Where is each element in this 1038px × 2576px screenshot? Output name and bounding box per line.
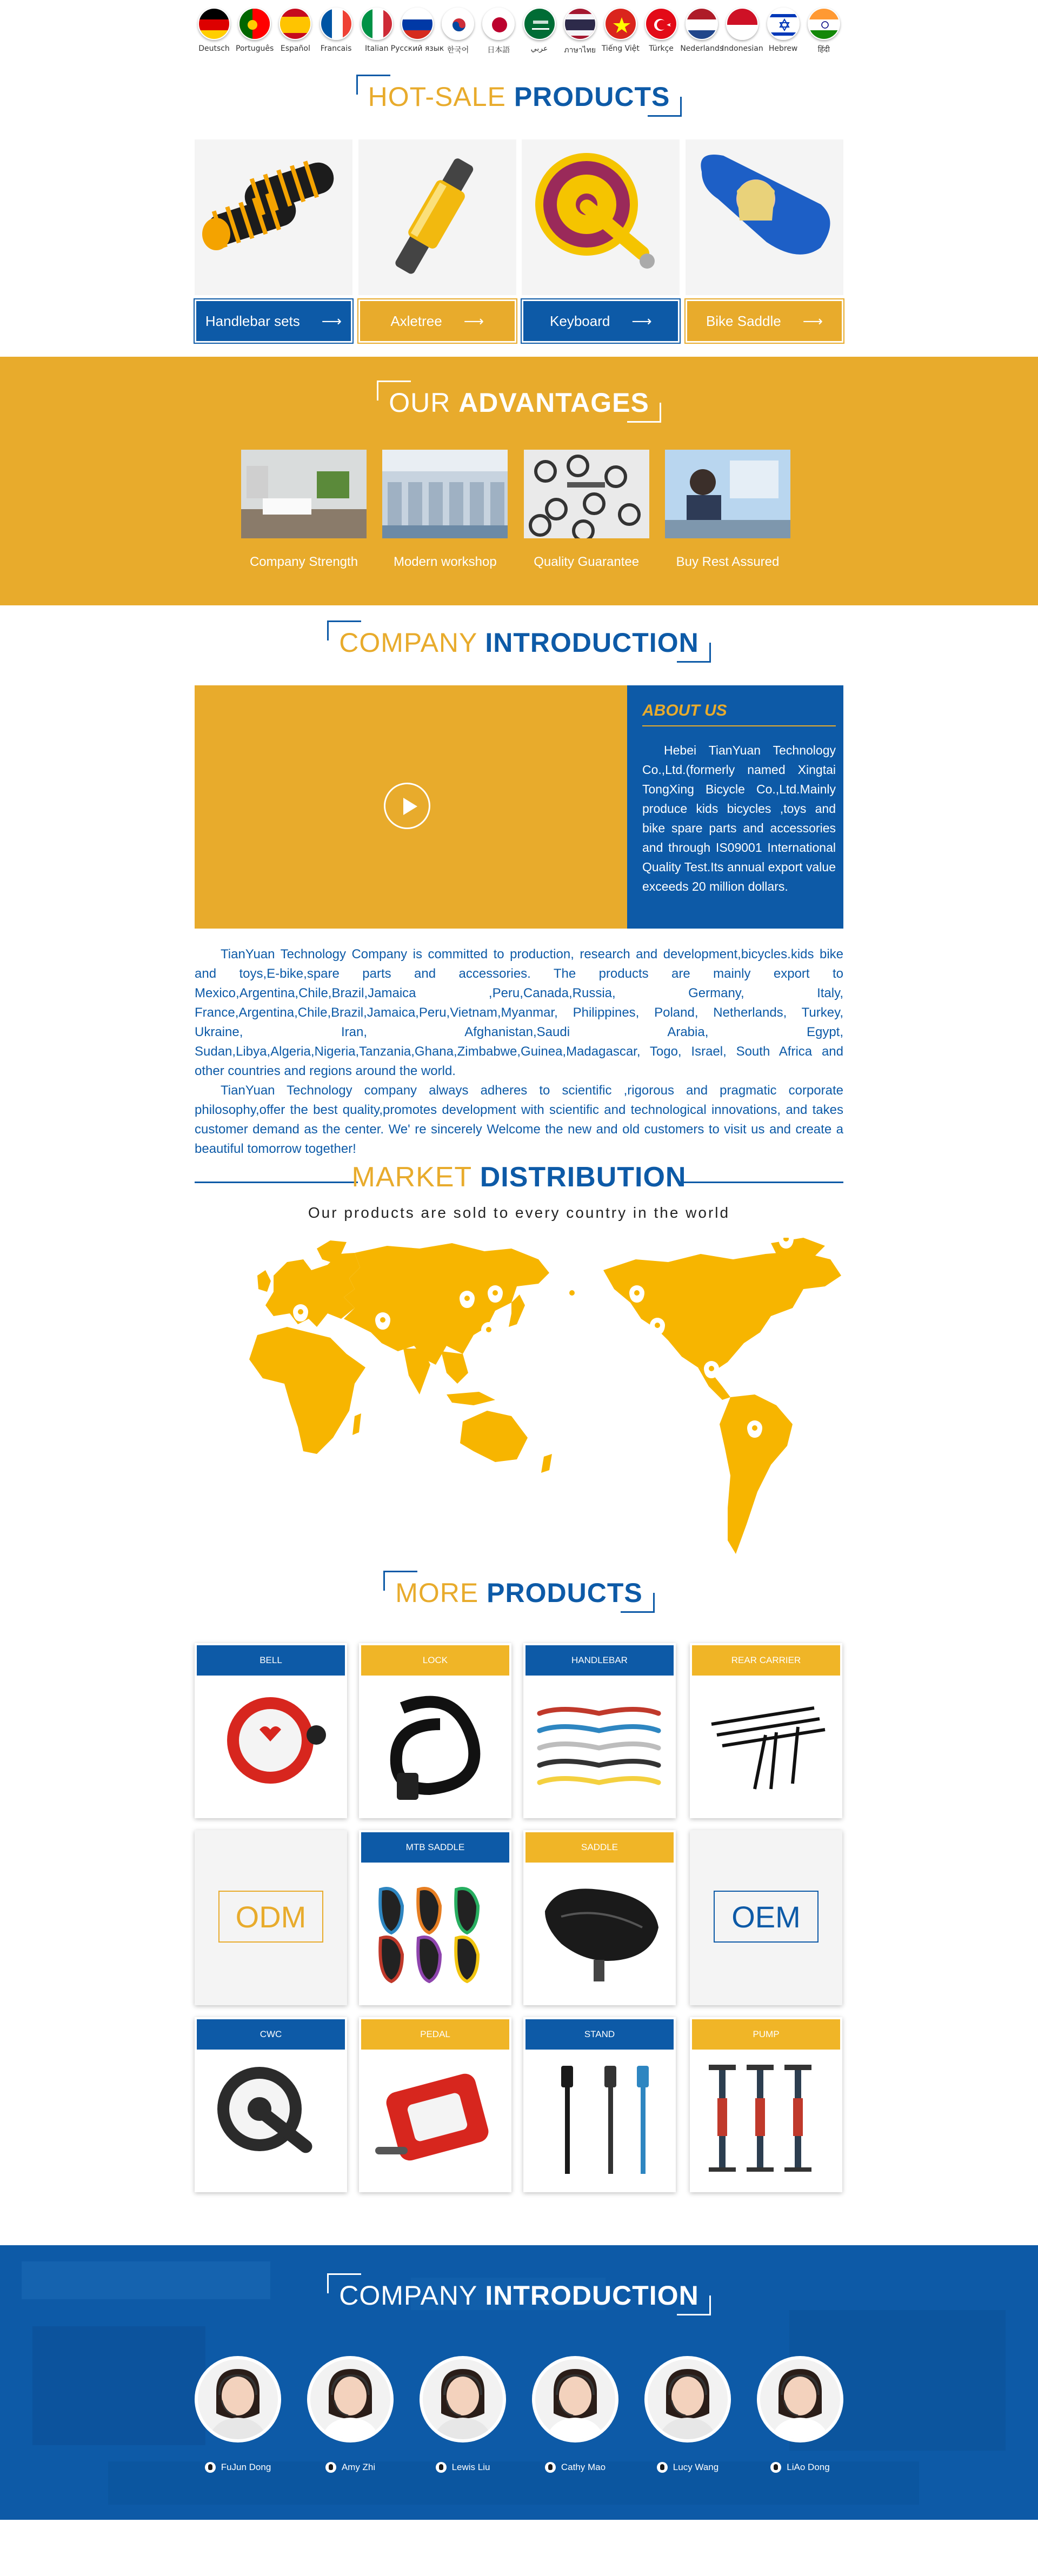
member-contact[interactable] (307, 2462, 394, 2473)
advantage-item (524, 450, 649, 570)
map-pin-icon (293, 1304, 308, 1322)
product-image[interactable] (690, 2050, 842, 2191)
language-option[interactable] (276, 8, 315, 62)
language-label[interactable]: Deutsch (198, 44, 230, 53)
flag-sa-icon[interactable] (523, 8, 556, 40)
product-image[interactable] (523, 1863, 676, 2004)
product-category-tab[interactable]: SADDLE (525, 1832, 674, 1863)
language-option[interactable] (520, 8, 559, 62)
map-pin-icon (375, 1312, 390, 1330)
product-category-tab[interactable]: BELL (197, 1645, 345, 1676)
support-agent-icon (535, 2359, 615, 2439)
heading-thin: HOT-SALE (368, 82, 506, 112)
product-link-button[interactable] (686, 299, 843, 343)
bike-bell-icon (195, 1676, 347, 1817)
language-label[interactable]: Italian (365, 44, 389, 53)
hot-sale-heading (0, 81, 1038, 112)
team-member[interactable] (307, 2356, 394, 2473)
language-label[interactable]: Português (236, 44, 274, 53)
world-map (192, 1238, 847, 1562)
floor-pump-icon (690, 2050, 842, 2191)
language-label[interactable]: Francais (320, 44, 352, 53)
flag-nl-icon[interactable] (686, 8, 718, 40)
heading-bold: ADVANTAGES (458, 388, 649, 418)
language-label[interactable]: Hebrew (768, 44, 798, 53)
product-image[interactable] (522, 139, 680, 295)
more-product-card[interactable] (690, 1643, 842, 1818)
product-category-tab[interactable]: STAND (525, 2019, 674, 2050)
service-photo-icon (665, 450, 790, 538)
heading-thin: COMPANY (339, 628, 477, 658)
member-name: LiAo Dong (787, 2462, 830, 2472)
product-category-tab[interactable]: REAR CARRIER (692, 1645, 840, 1676)
language-option[interactable] (642, 8, 681, 62)
language-option[interactable] (235, 8, 274, 62)
team-members (195, 2356, 843, 2473)
heading-thin: COMPANY (339, 2280, 477, 2311)
more-product-card[interactable] (195, 1643, 347, 1818)
team-member[interactable] (757, 2356, 843, 2473)
language-label[interactable]: Español (280, 44, 310, 53)
product-label: Axletree (390, 312, 442, 329)
service-badge[interactable]: OEM (714, 1891, 819, 1943)
language-label[interactable]: 한국어 (447, 46, 469, 55)
pedal-icon (359, 2050, 511, 2191)
heading-bold: PRODUCTS (487, 1578, 643, 1608)
advantage-image (524, 450, 649, 538)
language-label[interactable]: Nederlands (680, 44, 724, 53)
flag-de-icon[interactable] (198, 8, 230, 40)
saddle-icon (523, 1863, 676, 2004)
hot-sale-card[interactable] (358, 139, 516, 343)
language-option[interactable] (479, 8, 518, 62)
member-name: FuJun Dong (221, 2462, 271, 2472)
team-member[interactable] (195, 2356, 281, 2473)
crankset-icon (195, 2050, 347, 2191)
language-option[interactable] (804, 8, 843, 62)
hot-sale-card[interactable] (195, 139, 352, 343)
language-option[interactable] (357, 8, 396, 62)
qq-chat-icon[interactable] (657, 2462, 668, 2473)
bike-saddle-icon (686, 139, 843, 295)
flag-pt-icon[interactable] (238, 8, 271, 40)
qq-chat-icon[interactable] (770, 2462, 781, 2473)
map-pin-icon (488, 1285, 503, 1303)
axletree-icon (358, 139, 516, 295)
team-member[interactable] (644, 2356, 731, 2473)
product-category-tab[interactable]: HANDLEBAR (525, 1645, 674, 1676)
flag-vn-icon[interactable] (604, 8, 637, 40)
product-image[interactable] (358, 139, 516, 295)
language-label[interactable]: 日本語 (487, 46, 510, 55)
hot-sale-card[interactable] (686, 139, 843, 343)
product-category-tab[interactable]: PEDAL (361, 2019, 509, 2050)
map-pin-icon (629, 1285, 644, 1303)
handlebar-grips-icon (195, 139, 352, 295)
arrow-right-icon: ⟶ (321, 312, 342, 329)
language-option[interactable] (195, 8, 234, 62)
member-contact[interactable] (195, 2462, 281, 2473)
product-label: Handlebar sets (205, 312, 300, 329)
heading-bold: PRODUCTS (514, 82, 670, 112)
language-option[interactable] (317, 8, 356, 62)
heading-bold: INTRODUCTION (485, 628, 699, 658)
language-option[interactable] (601, 8, 640, 62)
product-link-button[interactable] (522, 299, 680, 343)
flag-ru-icon[interactable] (401, 8, 434, 40)
product-image[interactable] (359, 2050, 511, 2191)
language-label[interactable]: ภาษาไทย (564, 46, 596, 55)
more-product-card[interactable] (523, 1830, 676, 2005)
language-label[interactable]: Indonesian (722, 44, 763, 53)
chainring-crank-icon (522, 139, 680, 295)
product-category-tab[interactable]: MTB SADDLE (361, 1832, 509, 1863)
avatar[interactable] (195, 2356, 281, 2442)
member-contact[interactable] (644, 2462, 731, 2473)
advantage-label: Buy Rest Assured (676, 555, 780, 569)
intro-paragraph-2: TianYuan Technology company always adheres to scientific ,rigorous and pragmatic corporate philosophy,offer the best quality,promotes development with scientific and technological innovations, and takes customer demand as the center. We' re sincerely Welcome the new and old customers to visit us and create a beautiful tomorrow together! (195, 1083, 843, 1156)
map-pin-icon (704, 1361, 719, 1378)
support-agent-icon (310, 2359, 390, 2439)
more-product-card[interactable] (195, 1830, 347, 2005)
avatar[interactable] (420, 2356, 506, 2442)
member-contact[interactable] (420, 2462, 506, 2473)
heading-thin: OUR (389, 388, 451, 418)
language-bar (195, 8, 843, 62)
hot-sale-grid (195, 139, 843, 343)
company-intro-heading (0, 627, 1038, 658)
product-link-button[interactable] (358, 299, 516, 343)
flag-kr-icon[interactable] (442, 8, 474, 40)
advantage-label: Modern workshop (393, 555, 497, 569)
qq-chat-icon[interactable] (325, 2462, 336, 2473)
qq-chat-icon[interactable] (436, 2462, 447, 2473)
language-option[interactable] (680, 8, 724, 62)
kickstand-icon (523, 2050, 676, 2191)
member-contact[interactable] (532, 2462, 618, 2473)
heading-bold: INTRODUCTION (485, 2280, 699, 2311)
flag-fr-icon[interactable] (320, 8, 352, 40)
more-product-card[interactable] (690, 2017, 842, 2192)
play-icon[interactable] (384, 783, 430, 829)
team-member[interactable] (420, 2356, 506, 2473)
advantages-section (0, 357, 1038, 605)
product-image[interactable] (359, 1863, 511, 2004)
avatar[interactable] (307, 2356, 394, 2442)
service-badge[interactable]: ODM (218, 1891, 323, 1943)
more-product-card[interactable] (195, 2017, 347, 2192)
product-image[interactable] (195, 139, 352, 295)
intro-paragraph-1: TianYuan Technology Company is committed to production, research and development,bicycles.kids bike and toys,E-bike,spare parts and accessories. The products are mainly export to Mexico,Argentina,Chile,Brazil,Jamaica ,Peru,Canada,Russia, Germany, Italy, France,Argentina,Chile,Brazil,Jamaica,Peru,Vietnam,Myanmar, Philippines, Poland, Netherlands, Turkey, Ukraine, Iran, Afghanistan,Saudi Arabia, Egypt, Sudan,Libya,Algeria,Nigeria,Tanzania,Ghana,Zimbabwe,Guinea,Madagascar, Togo, Israel, South Africa and other countries and regions around the world. (195, 947, 843, 1078)
company-video[interactable] (195, 685, 627, 929)
handlebars-icon (523, 1676, 676, 1817)
advantage-item (241, 450, 367, 570)
language-option[interactable] (390, 8, 444, 62)
flag-it-icon[interactable] (361, 8, 393, 40)
language-label[interactable]: Türkçe (649, 44, 674, 53)
flag-id-icon[interactable] (726, 8, 758, 40)
product-image[interactable] (686, 139, 843, 295)
product-link-button[interactable] (195, 299, 352, 343)
office-photo-icon (241, 450, 367, 538)
language-label[interactable]: Русский язык (390, 44, 444, 53)
avatar[interactable] (757, 2356, 843, 2442)
support-agent-icon (760, 2359, 840, 2439)
advantage-item (665, 450, 790, 570)
market-heading (0, 1161, 1038, 1193)
map-pin-icon (564, 1285, 580, 1303)
map-pin-icon (481, 1322, 496, 1339)
arrow-right-icon: ⟶ (463, 312, 484, 329)
team-section (0, 2245, 1038, 2520)
advantage-item (382, 450, 508, 570)
team-member[interactable] (532, 2356, 618, 2473)
heading-thin: MARKET (351, 1162, 472, 1193)
avatar[interactable] (644, 2356, 731, 2442)
chain-lock-icon (359, 1676, 511, 1817)
language-label[interactable]: Tiếng Việt (601, 44, 640, 53)
more-products-heading (0, 1577, 1038, 1609)
more-product-card[interactable] (359, 1830, 511, 2005)
about-us-text: Hebei TianYuan Technology Co.,Ltd.(formerly named Xingtai TongXing Bicycle Co.,Ltd.Mainly produce kids bicycles ,toys and bike spare parts and accessories and through IS09001 International Quality Test.Its annual export value exceeds 20 million dollars. (642, 743, 836, 893)
product-image[interactable] (195, 2050, 347, 2191)
about-us-title: ABOUT US (642, 702, 836, 726)
product-image[interactable] (195, 1676, 347, 1817)
product-image[interactable] (690, 1676, 842, 1817)
more-product-card[interactable] (359, 2017, 511, 2192)
advantages-grid (241, 450, 790, 570)
advantage-image (665, 450, 790, 538)
member-name: Amy Zhi (341, 2462, 376, 2472)
product-category-tab[interactable]: LOCK (361, 1645, 509, 1676)
advantage-label: Quality Guarantee (534, 555, 640, 569)
product-category-tab[interactable]: PUMP (692, 2019, 840, 2050)
world-map-continents (249, 1238, 841, 1554)
avatar[interactable] (532, 2356, 618, 2442)
product-image[interactable] (359, 1676, 511, 1817)
about-us-panel (627, 685, 843, 929)
flag-il-icon[interactable] (767, 8, 800, 40)
language-label[interactable]: हिंदी (817, 45, 830, 54)
language-option[interactable] (438, 8, 477, 62)
market-subtitle: Our products are sold to every country in the world (308, 1204, 730, 1221)
member-name: Lewis Liu (451, 2462, 490, 2472)
parts-photo-icon (524, 450, 649, 538)
mtb-saddles-icon (359, 1863, 511, 2004)
rear-carrier-icon (690, 1676, 842, 1817)
map-pin-icon (460, 1291, 475, 1308)
arrow-right-icon: ⟶ (802, 312, 823, 329)
qq-chat-icon[interactable] (205, 2462, 216, 2473)
more-product-card[interactable] (523, 1643, 676, 1818)
flag-es-icon[interactable] (279, 8, 311, 40)
flag-th-icon[interactable] (564, 8, 596, 40)
flag-tr-icon[interactable] (645, 8, 677, 40)
team-heading (0, 2280, 1038, 2311)
flag-jp-icon[interactable] (482, 8, 515, 40)
advantage-image (382, 450, 508, 538)
product-category-tab[interactable]: CWC (197, 2019, 345, 2050)
advantage-image (241, 450, 367, 538)
more-product-card[interactable] (690, 1830, 842, 2005)
product-label: Keyboard (550, 312, 610, 329)
language-option[interactable] (764, 8, 803, 62)
support-agent-icon (198, 2359, 278, 2439)
more-product-card[interactable] (523, 2017, 676, 2192)
advantage-label: Company Strength (249, 555, 358, 569)
workshop-photo-icon (382, 450, 508, 538)
heading-bold: DISTRIBUTION (480, 1162, 687, 1193)
company-intro-text (195, 945, 843, 1159)
language-option[interactable] (723, 8, 762, 62)
product-image[interactable] (523, 1676, 676, 1817)
member-contact[interactable] (757, 2462, 843, 2473)
product-label: Bike Saddle (706, 312, 781, 329)
support-agent-icon (648, 2359, 728, 2439)
support-agent-icon (423, 2359, 503, 2439)
language-option[interactable] (561, 8, 600, 62)
advantages-heading (0, 387, 1038, 418)
product-image[interactable] (523, 2050, 676, 2191)
flag-in-icon[interactable] (808, 8, 840, 40)
member-name: Lucy Wang (673, 2462, 719, 2472)
arrow-right-icon: ⟶ (631, 312, 652, 329)
map-pin-icon (650, 1318, 665, 1335)
member-name: Cathy Mao (561, 2462, 606, 2472)
more-product-card[interactable] (359, 1643, 511, 1818)
language-label[interactable]: عربي (530, 44, 548, 53)
qq-chat-icon[interactable] (545, 2462, 556, 2473)
hot-sale-card[interactable] (522, 139, 680, 343)
map-pin-icon (747, 1420, 762, 1438)
heading-thin: MORE (395, 1578, 479, 1608)
